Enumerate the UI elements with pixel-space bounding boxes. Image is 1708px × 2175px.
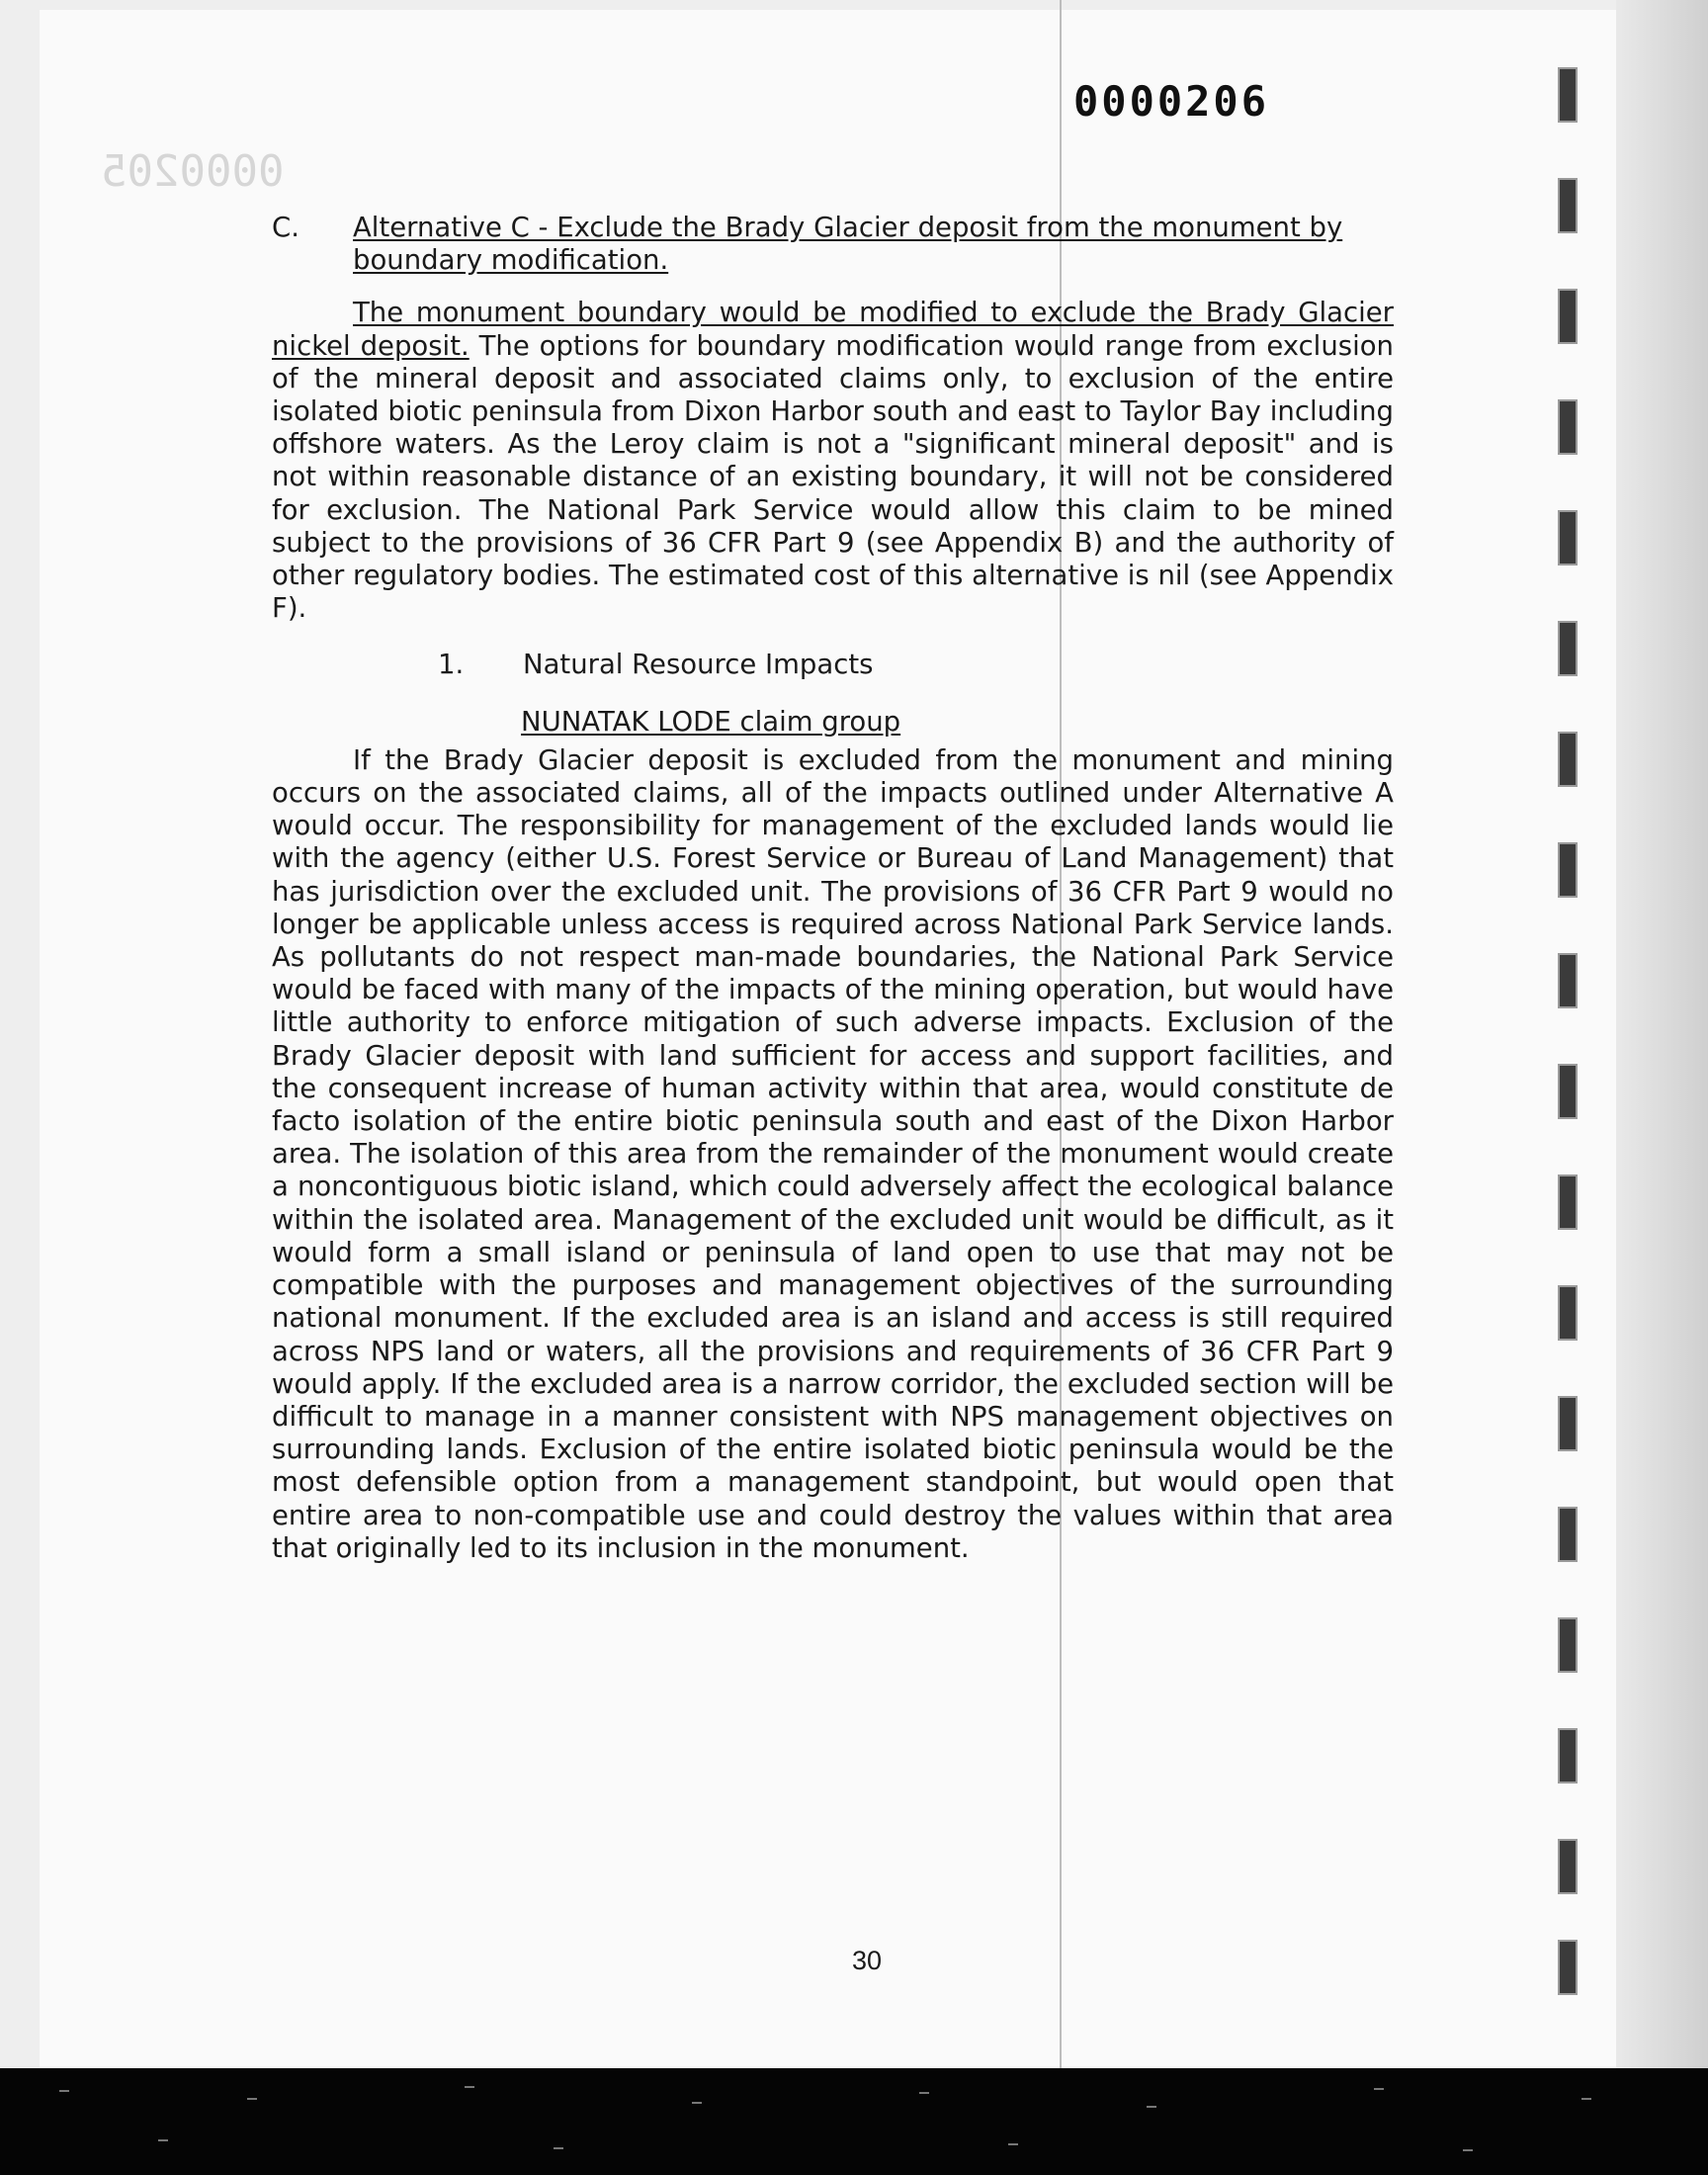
scan-speck	[247, 2098, 257, 2100]
scan-speck	[1581, 2098, 1591, 2100]
binding-hole	[1558, 1617, 1578, 1673]
scan-speck	[1374, 2088, 1384, 2090]
section-letter: C.	[272, 212, 299, 243]
binding-hole	[1558, 399, 1578, 455]
binding-hole	[1558, 1839, 1578, 1894]
scan-speck	[1147, 2106, 1156, 2108]
binding-hole	[1558, 842, 1578, 898]
intro-paragraph	[272, 297, 1394, 625]
intro-text: The options for boundary modification would range from exclusion of the mineral deposit and associated claims only, to exclusion of the entire isolated biotic peninsula from Dixon Harbor south and east to Taylor Bay including offshore waters. As the Leroy claim is not a "significant mineral deposit" and is not within reasonable distance of an existing boundary, it will not be considered for exclusion. The National Park Service would allow this claim to be mined subject to the provisions of 36 CFR Part 9 (see Appendix B) and the authority of other regulatory bodies. The estimated cost of this alternative is nil (see Appendix F).	[272, 329, 1394, 625]
subsection-heading	[438, 649, 1394, 681]
claim-group-heading: NUNATAK LODE claim group	[521, 705, 901, 738]
bleed-through-number: 0000205	[101, 146, 285, 197]
scan-speck	[465, 2086, 474, 2088]
binding-hole	[1558, 1940, 1578, 1995]
binding-hole	[1558, 1728, 1578, 1784]
intro-underlined-sentence: The monument boundary would be modified to exclude the Brady Glacier nickel deposit.	[272, 297, 1394, 362]
binding-hole	[1558, 67, 1578, 123]
binding-hole	[1558, 1064, 1578, 1119]
subsection-number: 1.	[438, 649, 465, 681]
binding-hole	[1558, 178, 1578, 233]
scan-speck	[158, 2139, 168, 2141]
scan-speck	[1463, 2149, 1473, 2151]
binding-hole	[1558, 510, 1578, 566]
scan-speck	[1008, 2143, 1018, 2145]
binding-hole	[1558, 1174, 1578, 1230]
page-number: 30	[852, 1946, 883, 1975]
binding-hole	[1558, 1507, 1578, 1562]
body-paragraph: If the Brady Glacier deposit is excluded from the monument and mining occurs on the associated claims, all of the impacts outlined under Alternative A would occur. The responsibility for management of the excluded lands would lie with the agency (either U.S. Forest Service or Bureau of Land Management) that has jurisdiction over the excluded unit. The provisions of 36 CFR Part 9 would no longer be applicable unless access is required across National Park Service lands. As pollutants do not respect man-made boundaries, the National Park Service would be faced with many of the impacts of the mining operation, but would have little authority to enforce mitigation of such adverse impacts. Exclusion of the Brady Glacier deposit with land sufficient for access and support facilities, and the consequent increase of human activity within that area, would constitute de facto isolation of the entire biotic peninsula south and east of the Dixon Harbor area. The isolation of this area from the remainder of the monument would create a noncontiguous biotic island, which could adversely affect the ecological balance within the isolated area. Management of the excluded unit would be difficult, as it would form a small island or peninsula of land open to use that may not be compatible with the purposes and management objectives of the surrounding national monument. If the excluded area is an island and access is still required across NPS land or waters, all the provisions and requirements of 36 CFR Part 9 would apply. If the excluded area is a narrow corridor, the excluded section will be difficult to manage in a manner consistent with NPS management objectives on surrounding lands. Exclusion of the entire isolated biotic peninsula would be the most defensible option from a management standpoint, but would open that entire area to non-compatible use and could destroy the values within that area that originally led to its inclusion in the monument.	[272, 743, 1394, 1564]
binding-hole	[1558, 1396, 1578, 1451]
scan-speck	[919, 2092, 929, 2094]
scan-speck	[59, 2090, 69, 2092]
binding-hole	[1558, 953, 1578, 1008]
subsection-title: Natural Resource Impacts	[523, 649, 874, 681]
scan-speck	[554, 2147, 563, 2149]
page-edge-shadow	[1616, 0, 1708, 2068]
binding-hole	[1558, 1285, 1578, 1341]
section-heading	[272, 212, 1394, 277]
section-title: Alternative C - Exclude the Brady Glacier deposit from the monument by boundary modification.	[353, 212, 1343, 277]
scan-speck	[692, 2102, 702, 2104]
document-number: 0000206	[1073, 77, 1270, 126]
scanner-background	[0, 2068, 1708, 2175]
binding-hole	[1558, 621, 1578, 676]
document-body	[272, 212, 1394, 1565]
binding-hole	[1558, 732, 1578, 787]
binding-hole	[1558, 289, 1578, 344]
